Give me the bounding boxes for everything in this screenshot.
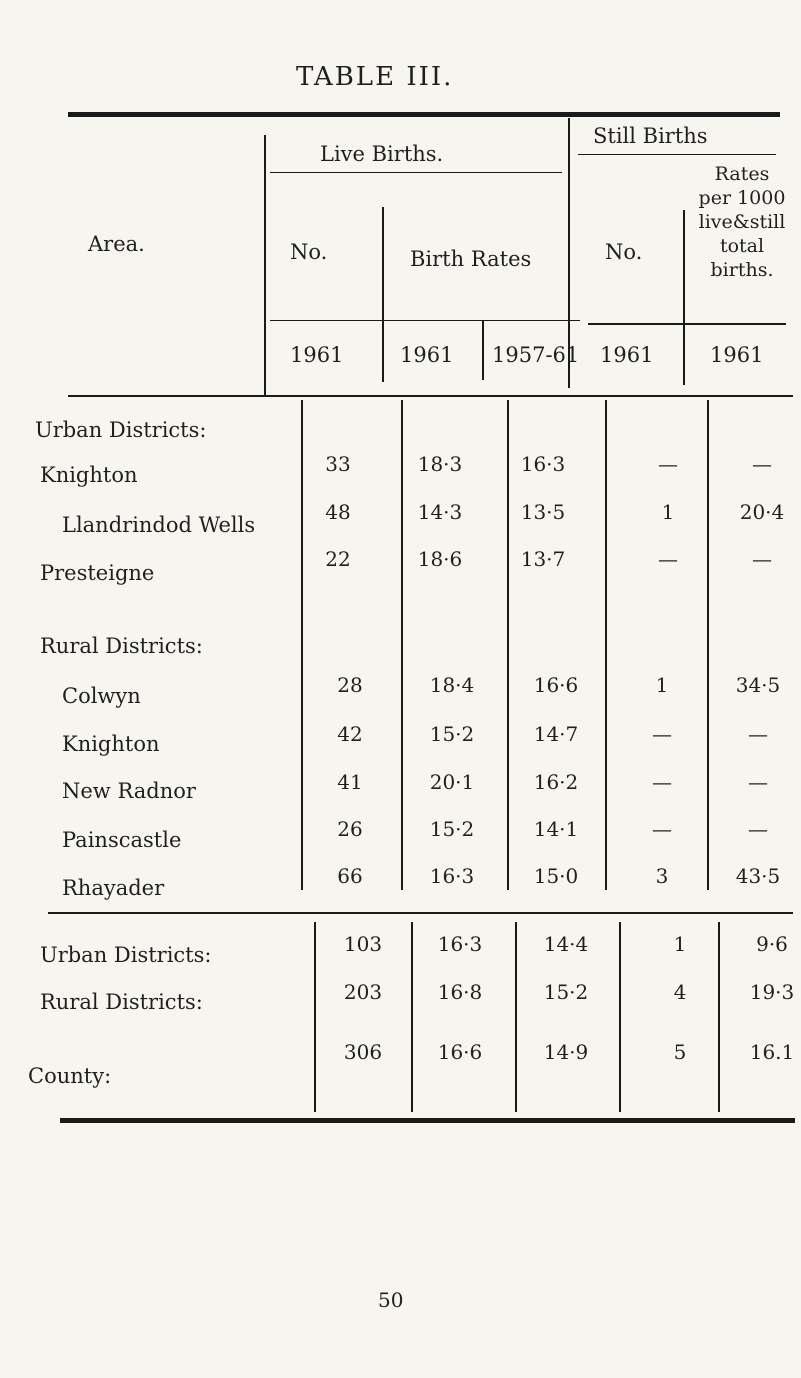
totals-row-still-no: 4 [673, 980, 687, 1004]
totals-row-rate: 16·3 [437, 932, 483, 956]
urban-row-still-rate: — [752, 452, 772, 476]
urban-row-name: Llandrindod Wells [62, 513, 256, 537]
totals-row-still-no: 5 [673, 1040, 687, 1064]
rural-row-no: 41 [337, 770, 363, 794]
totals-vline-1 [314, 922, 316, 1112]
table-bottom-rule [60, 1118, 795, 1123]
rural-row-rate: 20·1 [429, 770, 475, 794]
totals-row-still-rate: 16.1 [749, 1040, 795, 1064]
header-rates-line2: per 1000 [698, 187, 786, 209]
year-rate: 1961 [400, 343, 454, 367]
year-rate-range: 1957-61 [492, 343, 580, 367]
urban-row-no: 48 [325, 500, 351, 524]
rural-row-no: 66 [337, 864, 363, 888]
totals-separator [48, 912, 793, 914]
header-live-births: Live Births. [320, 142, 444, 166]
header-no: No. [290, 240, 328, 264]
totals-row-name: Rural Districts: [40, 990, 203, 1014]
rural-row-still-no: 3 [655, 864, 669, 888]
totals-row-still-no: 1 [673, 932, 687, 956]
header-still-no: No. [605, 240, 643, 264]
header-area: Area. [88, 232, 145, 256]
totals-vline-2 [411, 922, 413, 1112]
section-rural-heading: Rural Districts: [40, 634, 203, 658]
year-still-rate: 1961 [710, 343, 764, 367]
header-rates-line1: Rates [714, 163, 770, 185]
totals-row-rate: 16·6 [437, 1040, 483, 1064]
header-top-rule [68, 112, 780, 117]
table-title: TABLE III. [296, 62, 454, 92]
urban-row-name: Presteigne [40, 561, 155, 585]
urban-row-still-rate: — [752, 547, 772, 571]
header-vline-still [683, 210, 685, 385]
section-urban-heading: Urban Districts: [35, 418, 207, 442]
totals-row-rate: 16·8 [437, 980, 483, 1004]
header-vline-no [382, 207, 384, 382]
year-rule-left [270, 320, 580, 321]
rural-row-rate: 18·4 [429, 673, 475, 697]
rural-row-still-rate: — [748, 817, 768, 841]
page-number: 50 [378, 1288, 404, 1312]
totals-row-no: 203 [343, 980, 383, 1004]
totals-row-name: County: [28, 1064, 112, 1088]
header-still-births: Still Births [593, 124, 708, 148]
rural-row-still-no: — [652, 770, 672, 794]
header-rates-line3: live&still [698, 211, 786, 233]
urban-row-avg: 13·5 [520, 500, 566, 524]
rural-row-name: Knighton [62, 732, 160, 756]
urban-row-avg: 13·7 [520, 547, 566, 571]
rural-row-still-rate: — [748, 770, 768, 794]
rural-row-avg: 16·6 [533, 673, 579, 697]
rural-row-still-rate: 43·5 [735, 864, 781, 888]
header-bottom-rule [68, 395, 793, 397]
rural-row-no: 28 [337, 673, 363, 697]
rural-row-still-rate: — [748, 722, 768, 746]
rural-row-no: 26 [337, 817, 363, 841]
year-still-no: 1961 [600, 343, 654, 367]
header-still-rate [686, 162, 798, 282]
body-vline-4 [605, 400, 607, 890]
rural-row-name: Colwyn [62, 684, 141, 708]
totals-row-still-rate: 19·3 [749, 980, 795, 1004]
still-births-underline [578, 154, 776, 155]
totals-row-still-rate: 9·6 [756, 932, 788, 956]
rural-row-still-rate: 34·5 [735, 673, 781, 697]
rural-row-still-no: — [652, 817, 672, 841]
totals-row-avg: 14·9 [543, 1040, 589, 1064]
totals-row-avg: 15·2 [543, 980, 589, 1004]
rural-row-avg: 14·1 [533, 817, 579, 841]
urban-row-no: 33 [325, 452, 351, 476]
urban-row-still-no: 1 [661, 500, 675, 524]
rural-row-still-no: 1 [655, 673, 669, 697]
urban-row-name: Knighton [40, 463, 138, 487]
urban-row-still-rate: 20·4 [739, 500, 785, 524]
rural-row-avg: 14·7 [533, 722, 579, 746]
totals-row-avg: 14·4 [543, 932, 589, 956]
header-vline-rates [482, 320, 484, 380]
live-births-underline [270, 172, 562, 173]
rural-row-name: New Radnor [62, 779, 196, 803]
urban-row-still-no: — [658, 547, 678, 571]
rural-row-rate: 15·2 [429, 817, 475, 841]
year-live-no: 1961 [290, 343, 344, 367]
header-rates-line4: total [719, 235, 765, 257]
year-rule-right [588, 323, 786, 325]
urban-row-rate: 18·6 [417, 547, 463, 571]
rural-row-avg: 15·0 [533, 864, 579, 888]
rural-row-name: Rhayader [62, 876, 165, 900]
rural-row-rate: 16·3 [429, 864, 475, 888]
urban-row-rate: 14·3 [417, 500, 463, 524]
totals-vline-4 [619, 922, 621, 1112]
urban-row-avg: 16·3 [520, 452, 566, 476]
rural-row-still-no: — [652, 722, 672, 746]
totals-row-name: Urban Districts: [40, 943, 212, 967]
urban-row-rate: 18·3 [417, 452, 463, 476]
urban-row-no: 22 [325, 547, 351, 571]
header-birth-rates: Birth Rates [410, 247, 532, 271]
header-vline-area [264, 135, 266, 395]
urban-row-still-no: — [658, 452, 678, 476]
totals-row-no: 103 [343, 932, 383, 956]
rural-row-name: Painscastle [62, 828, 182, 852]
rural-row-rate: 15·2 [429, 722, 475, 746]
totals-row-no: 306 [343, 1040, 383, 1064]
header-rates-line5: births. [710, 259, 774, 281]
totals-vline-3 [515, 922, 517, 1112]
rural-row-avg: 16·2 [533, 770, 579, 794]
rural-row-no: 42 [337, 722, 363, 746]
